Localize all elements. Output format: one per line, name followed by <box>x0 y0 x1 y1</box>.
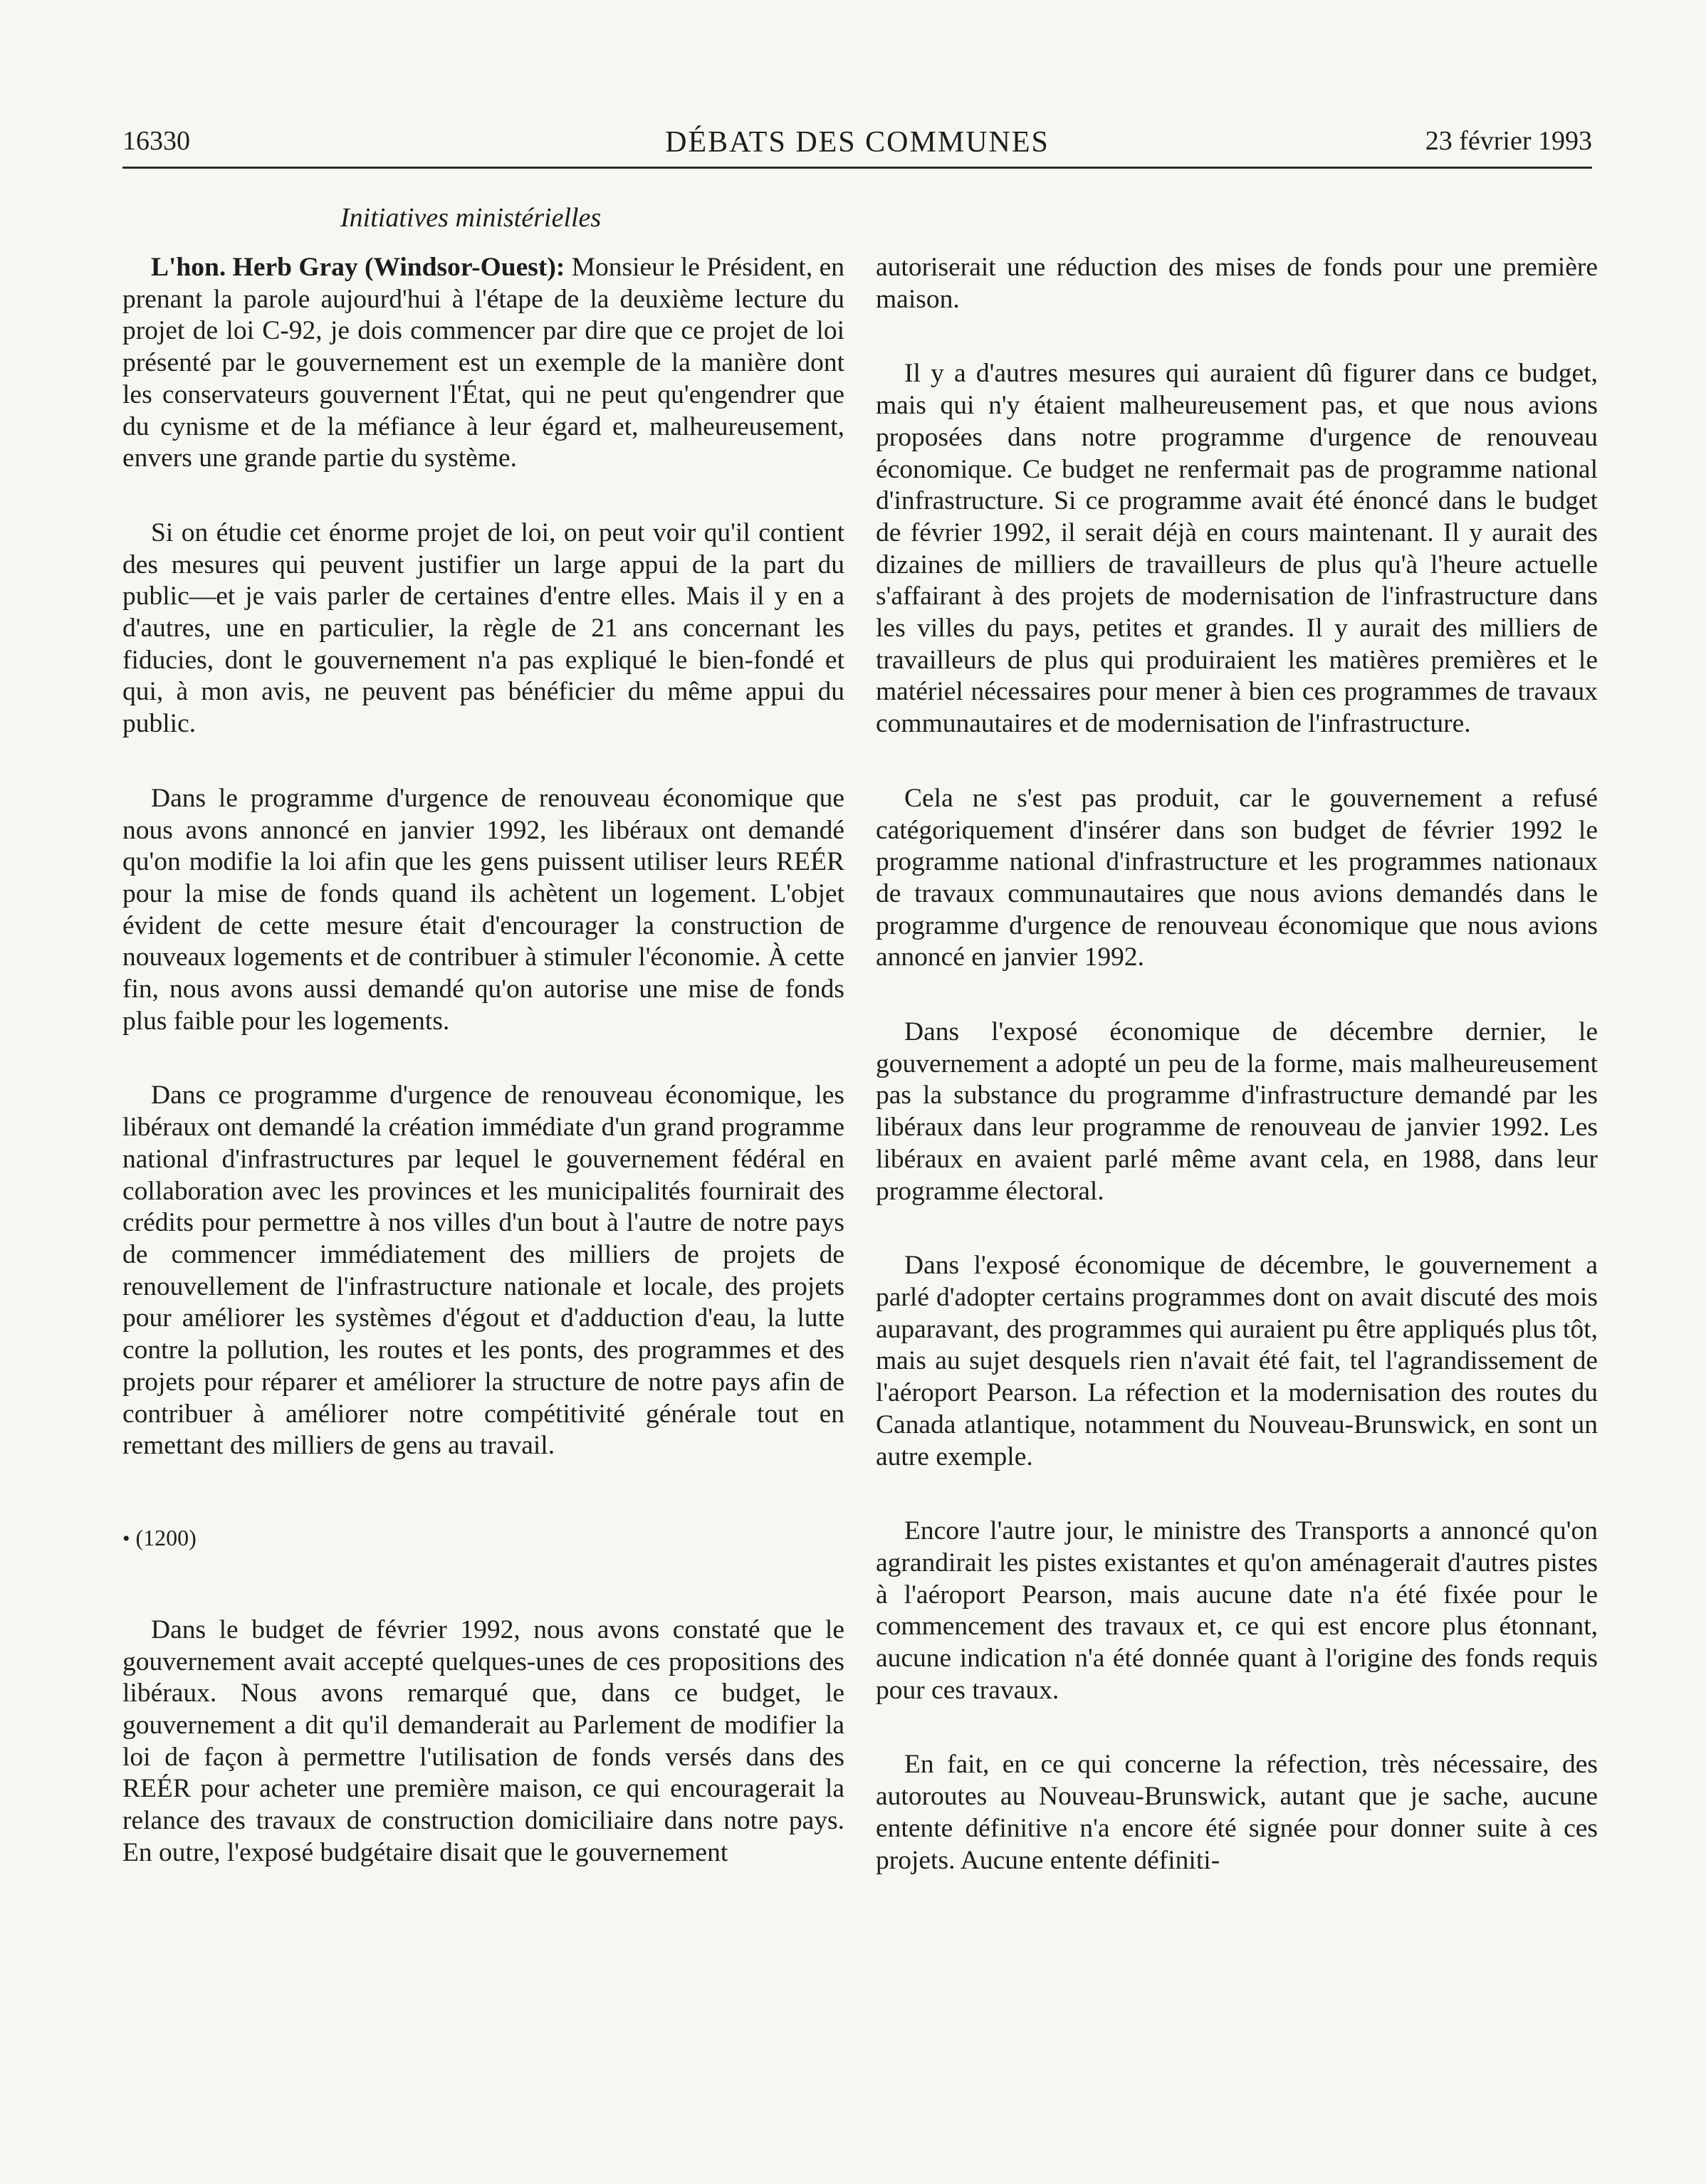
paragraph: Dans le programme d'urgence de renouveau économique que nous avons annoncé en janvier 1992, les libéraux ont demandé qu'on modifie la loi afin que les gens puissent utiliser leurs REÉR pour la mise de fonds quand ils achètent un logement. L'objet évident de cette mesure était d'encourager la construction de nouveaux logements et de contribuer à stimuler l'économie. À cette fin, nous avons aussi demandé qu'on autorise une mise de fonds plus faible pour les logements. <box>122 783 844 1036</box>
page-number: 16330 <box>122 126 190 156</box>
journal-title: DÉBATS DES COMMUNES <box>665 126 1050 159</box>
paragraph: En fait, en ce qui concerne la réfection, très nécessaire, des autoroutes au Nouveau-Brunswick, autant que je sache, aucune entente définitive n'a encore été signée pour donner suite à ces projets. Aucune entente définiti- <box>876 1750 1598 1875</box>
page-header <box>122 125 1592 168</box>
paragraph: Dans le budget de février 1992, nous avons constaté que le gouvernement avait accepté quelques-unes de ces propositions des libéraux. Nous avons remarqué que, dans ce budget, le gouvernement a dit qu'il demanderait au Parlement de modifier la loi de façon à permettre l'utilisation de fonds versés dans des REÉR pour acheter une première maison, ce qui encouragerait la relance des travaux de construction domiciliaire dans notre pays. En outre, l'exposé budgétaire disait que le gouvernement <box>122 1615 844 1867</box>
timestamp-bullet: • <box>122 1526 130 1550</box>
paragraph: Si on étudie cet énorme projet de loi, on peut voir qu'il contient des mesures qui peuvent justifier un large appui de la part du public—et je vais parler de certaines d'entre elles. Mais il y en a d'autres, une en particulier, la règle de 21 ans concernant les fiducies, dont le gouvernement n'a pas expliqué le bien-fondé et qui, à mon avis, ne peuvent pas bénéficier du même appui du public. <box>122 518 844 739</box>
right-column <box>876 252 1598 1876</box>
section-label: Initiatives ministérielles <box>340 203 602 233</box>
paragraph-text: Monsieur le Président, en prenant la parole aujourd'hui à l'étape de la deuxième lecture du projet de loi C-92, je dois commencer par dire que ce projet de loi présenté par le gouvernement est un exemple de la manière dont les conservateurs gouvernent l'État, qui ne peut qu'engendrer que du cynisme et de la méfiance à leur égard et, malheureusement, envers une grande partie du système. <box>122 253 844 473</box>
paragraph: Dans l'exposé économique de décembre dernier, le gouvernement a adopté un peu de la forme, mais malheureusement pas la substance du programme d'infrastructure demandé par les libéraux dans leur programme de renouveau de janvier 1992. Les libéraux en avaient parlé même avant cela, en 1988, dans leur programme électoral. <box>876 1017 1598 1206</box>
paragraph: Il y a d'autres mesures qui auraient dû figurer dans ce budget, mais qui n'y étaient malheureusement pas, et que nous avions proposées dans notre programme d'urgence de renouveau économique. Ce budget ne renfermait pas de programme national d'infrastructure. Si ce programme avait été énoncé dans le budget de février 1992, il serait déjà en cours maintenant. Il y aurait des dizaines de milliers de travailleurs de plus qu'à l'heure actuelle s'affairant à des projets de modernisation de l'infrastructure dans les villes du pays, petites et grandes. Il y aurait des milliers de travailleurs de plus qui produiraient les matières premières et le matériel nécessaires pour mener à bien ces programmes de travaux communautaires et de modernisation de l'infrastructure. <box>876 359 1598 739</box>
left-column <box>122 252 844 1869</box>
page-date: 23 février 1993 <box>1425 126 1592 156</box>
paragraph: autoriserait une réduction des mises de fonds pour une première maison. <box>876 253 1598 314</box>
speaker-name: L'hon. Herb Gray (Windsor-Ouest): <box>151 253 565 282</box>
paragraph <box>122 252 844 475</box>
paragraph: Encore l'autre jour, le ministre des Transports a annoncé qu'on agrandirait les pistes existantes et qu'on aménagerait d'autres pistes à l'aéroport Pearson, mais aucune date n'a été fixée pour le commencement des travaux et, ce qui est encore plus étonnant, aucune indication n'a été donnée quant à l'origine des fonds requis pour ces travaux. <box>876 1516 1598 1705</box>
timestamp-text: (1200) <box>135 1524 197 1550</box>
header-rule <box>122 167 1592 169</box>
paragraph: Cela ne s'est pas produit, car le gouvernement a refusé catégoriquement d'insérer dans son budget de février 1992 le programme national d'infrastructure et les programmes nationaux de travaux communautaires que nous avions demandés dans le programme d'urgence de renouveau économique que nous avions annoncé en janvier 1992. <box>876 783 1598 972</box>
paragraph: Dans l'exposé économique de décembre, le gouvernement a parlé d'adopter certains programmes dont on avait discuté des mois auparavant, des programmes qui auraient pu être appliqués plus tôt, mais au sujet desquels rien n'avait été fait, tel l'agrandissement de l'aéroport Pearson. La réfection et la modernisation des routes du Canada atlantique, notamment du Nouveau-Brunswick, en sont un autre exemple. <box>876 1251 1598 1471</box>
paragraph: Dans ce programme d'urgence de renouveau économique, les libéraux ont demandé la création immédiate d'un grand programme national d'infrastructures par lequel le gouvernement fédéral en collaboration avec les provinces et les municipalités fournirait des crédits pour permettre à nos villes d'un bout à l'autre de notre pays de commencer immédiatement des milliers de projets de renouvellement de l'infrastructure nationale et locale, des projets pour améliorer les systèmes d'égout et d'adduction d'eau, la lutte contre la pollution, les routes et les ponts, des programmes et des projets pour réparer et améliorer la structure de notre pays afin de contribuer à améliorer notre compétitivité générale tout en remettant des milliers de gens au travail. <box>122 1081 844 1461</box>
timestamp <box>122 1522 844 1555</box>
